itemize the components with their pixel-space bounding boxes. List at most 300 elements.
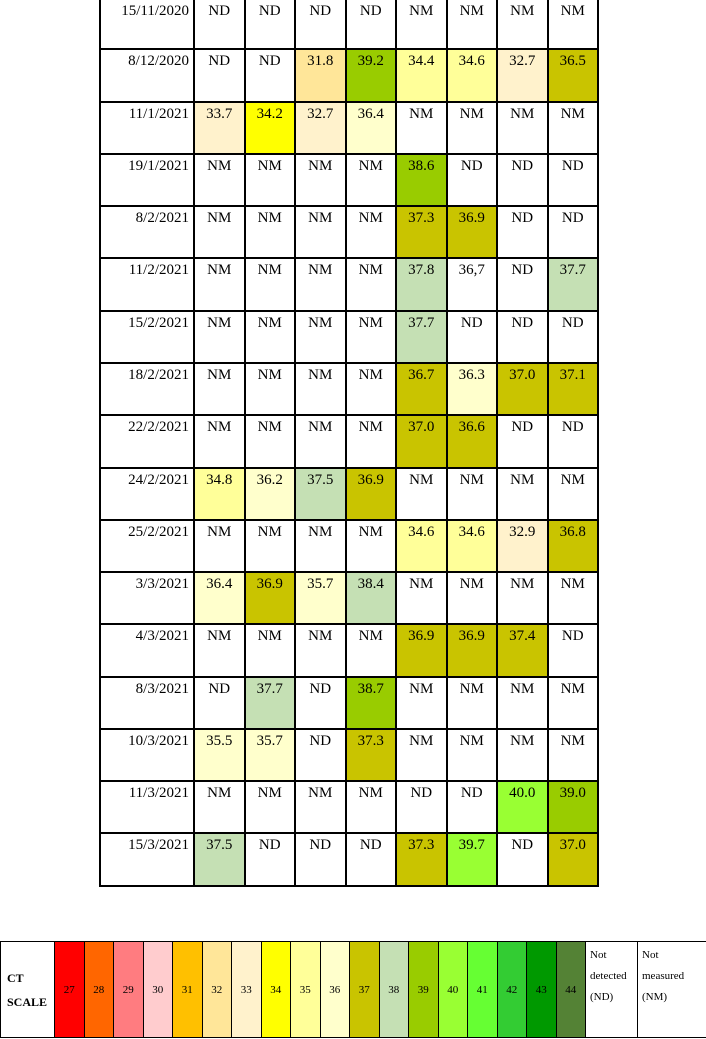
ct-scale-value: 43	[535, 983, 547, 996]
row-date-cell	[100, 833, 194, 886]
ct-value: ND	[561, 210, 584, 227]
legend-not-detected	[586, 942, 638, 1038]
ct-value-cell	[295, 363, 346, 415]
ct-value-cell	[396, 415, 447, 467]
table-row	[100, 729, 598, 781]
ct-value: 39.7	[458, 837, 485, 854]
ct-value-cell	[245, 833, 296, 886]
ct-value: NM	[308, 262, 333, 279]
ct-scale-value: 42	[506, 983, 518, 996]
ct-scale-value: 41	[476, 983, 488, 996]
ct-value-cell	[548, 102, 599, 154]
ct-scale-swatch	[202, 942, 232, 1038]
table-row	[100, 677, 598, 729]
ct-value: 36.9	[408, 628, 435, 645]
ct-value: 34.8	[206, 471, 233, 488]
ct-value: NM	[308, 366, 333, 383]
ct-value-cell	[295, 0, 346, 49]
ct-value-cell	[194, 311, 245, 363]
ct-value: ND	[511, 837, 534, 854]
ct-value-cell	[497, 468, 548, 520]
ct-value: ND	[511, 314, 534, 331]
ct-value-cell	[497, 154, 548, 206]
ct-value: NM	[510, 576, 535, 593]
ct-scale-swatch	[55, 942, 85, 1038]
ct-value: 33.7	[206, 105, 233, 122]
ct-value-cell	[447, 311, 498, 363]
ct-value-cell	[548, 363, 599, 415]
ct-value-cell	[346, 677, 397, 729]
ct-value-cell	[346, 363, 397, 415]
ct-value: NM	[510, 105, 535, 122]
row-date: 11/2/2021	[128, 262, 189, 279]
ct-value-cell	[396, 0, 447, 49]
ct-value: 37.4	[509, 628, 536, 645]
ct-value: 36,7	[458, 262, 485, 279]
ct-value: 37.7	[408, 314, 435, 331]
ct-value: NM	[358, 157, 383, 174]
ct-value: 36.7	[408, 366, 435, 383]
ct-value: 32.7	[509, 53, 536, 70]
ct-value-cell	[447, 729, 498, 781]
ct-value-cell	[447, 49, 498, 101]
row-date: 19/1/2021	[128, 157, 189, 174]
ct-value-cell	[295, 102, 346, 154]
ct-value: 38.7	[357, 680, 384, 697]
ct-scale-swatch	[143, 942, 173, 1038]
ct-scale-value: 38	[388, 983, 400, 996]
ct-scale-value: 28	[93, 983, 105, 996]
ct-value-cell	[346, 520, 397, 572]
ct-value-cell	[548, 49, 599, 101]
ct-value: ND	[359, 3, 382, 19]
ct-value: 36.6	[458, 419, 485, 436]
ct-value-cell	[346, 258, 397, 310]
ct-scale-swatch	[527, 942, 557, 1038]
ct-value-cell	[245, 102, 296, 154]
ct-value-cell	[194, 572, 245, 624]
ct-value-cell	[497, 102, 548, 154]
table-row	[100, 49, 598, 101]
table-row	[100, 0, 598, 49]
ct-scale-value: 35	[299, 983, 311, 996]
ct-value: ND	[258, 53, 281, 70]
ct-value: 39.0	[559, 785, 586, 802]
ct-value: 34.6	[458, 523, 485, 540]
ct-value: ND	[511, 419, 534, 436]
ct-value: NM	[560, 680, 585, 697]
row-date-cell	[100, 206, 194, 258]
ct-value-cell	[346, 0, 397, 49]
ct-value-cell	[548, 624, 599, 676]
ct-value-cell	[295, 206, 346, 258]
ct-value-cell	[447, 677, 498, 729]
ct-value: NM	[510, 3, 535, 19]
ct-value-cell	[548, 729, 599, 781]
ct-scale-label-line1: CT	[7, 970, 24, 985]
ct-value: 36.9	[458, 628, 485, 645]
ct-value-cell	[194, 206, 245, 258]
row-date-cell	[100, 415, 194, 467]
legend-not-measured	[638, 942, 706, 1038]
ct-value-cell	[346, 415, 397, 467]
ct-scale-swatch	[84, 942, 114, 1038]
ct-value-cell	[396, 520, 447, 572]
ct-value-cell	[194, 154, 245, 206]
ct-scale-value: 44	[565, 983, 577, 996]
row-date-cell	[100, 468, 194, 520]
ct-value-cell	[245, 206, 296, 258]
ct-value-cell	[497, 0, 548, 49]
ct-value: NM	[560, 3, 585, 19]
ct-value: ND	[309, 3, 332, 19]
ct-value-cell	[346, 311, 397, 363]
ct-value: NM	[207, 419, 232, 436]
table-row	[100, 154, 598, 206]
ct-value: NM	[207, 262, 232, 279]
ct-value-cell	[396, 781, 447, 833]
table-row	[100, 206, 598, 258]
ct-value-cell	[295, 154, 346, 206]
ct-value-cell	[497, 572, 548, 624]
ct-value: NM	[409, 105, 434, 122]
row-date: 4/3/2021	[135, 628, 189, 645]
ct-value-cell	[245, 0, 296, 49]
ct-value: ND	[309, 837, 332, 854]
ct-value: 37.8	[408, 262, 435, 279]
ct-value: 37.5	[206, 837, 233, 854]
ct-value: 35.5	[206, 732, 233, 749]
ct-value-cell	[447, 415, 498, 467]
ct-value-cell	[346, 572, 397, 624]
row-date-cell	[100, 363, 194, 415]
ct-scale-swatch	[438, 942, 468, 1038]
legend-not-measured-line: (NM)	[642, 991, 668, 1003]
ct-scale-swatch	[497, 942, 527, 1038]
ct-value-cell	[447, 572, 498, 624]
ct-value: NM	[308, 157, 333, 174]
ct-value: 37.7	[559, 262, 586, 279]
ct-scale-value: 27	[63, 983, 75, 996]
ct-value-cell	[346, 206, 397, 258]
ct-value: ND	[410, 785, 433, 802]
ct-scale-swatch	[468, 942, 498, 1038]
ct-value: NM	[257, 366, 282, 383]
ct-value-cell	[447, 154, 498, 206]
ct-value-cell	[346, 729, 397, 781]
row-date-cell	[100, 154, 194, 206]
ct-value: NM	[207, 523, 232, 540]
ct-value: 34.6	[408, 523, 435, 540]
ct-value-cell	[346, 624, 397, 676]
ct-value-cell	[194, 468, 245, 520]
ct-value: NM	[358, 419, 383, 436]
table-row	[100, 624, 598, 676]
ct-value-cell	[295, 468, 346, 520]
ct-results-table	[99, 0, 599, 887]
ct-value-cell	[346, 468, 397, 520]
ct-value: 37.3	[408, 837, 435, 854]
ct-value-cell	[396, 258, 447, 310]
ct-value: NM	[308, 210, 333, 227]
ct-value-cell	[245, 572, 296, 624]
ct-value: ND	[460, 314, 483, 331]
ct-value: 37.7	[256, 680, 283, 697]
ct-value-cell	[548, 833, 599, 886]
ct-value: 32.7	[307, 105, 334, 122]
ct-value: NM	[207, 157, 232, 174]
ct-value: 35.7	[307, 576, 334, 593]
ct-value: 36.4	[206, 576, 233, 593]
ct-value: NM	[459, 105, 484, 122]
ct-value-cell	[396, 729, 447, 781]
ct-value-cell	[295, 729, 346, 781]
ct-value: ND	[359, 837, 382, 854]
ct-scale-value: 32	[211, 983, 223, 996]
ct-value-cell	[295, 572, 346, 624]
ct-value: ND	[258, 3, 281, 19]
ct-value: 36.8	[559, 523, 586, 540]
ct-value-cell	[245, 415, 296, 467]
ct-value-cell	[194, 833, 245, 886]
ct-value: 35.7	[256, 732, 283, 749]
ct-value-cell	[396, 833, 447, 886]
ct-value: ND	[511, 157, 534, 174]
ct-value-cell	[194, 363, 245, 415]
ct-scale-swatch	[232, 942, 262, 1038]
ct-scale-swatch	[350, 942, 380, 1038]
ct-value-cell	[548, 154, 599, 206]
ct-value-cell	[396, 154, 447, 206]
ct-value: NM	[358, 366, 383, 383]
ct-value: NM	[560, 105, 585, 122]
row-date: 11/1/2021	[128, 105, 189, 122]
row-date-cell	[100, 624, 194, 676]
ct-value-cell	[396, 677, 447, 729]
ct-value: NM	[207, 785, 232, 802]
ct-value-cell	[245, 468, 296, 520]
ct-value-cell	[346, 833, 397, 886]
ct-value: NM	[308, 785, 333, 802]
ct-value: NM	[257, 419, 282, 436]
row-date: 11/3/2021	[128, 785, 189, 802]
row-date-cell	[100, 258, 194, 310]
ct-value-cell	[346, 102, 397, 154]
ct-value: 37.1	[559, 366, 586, 383]
ct-value: ND	[511, 262, 534, 279]
ct-value-cell	[548, 677, 599, 729]
ct-value: 37.0	[509, 366, 536, 383]
ct-scale-value: 39	[417, 983, 429, 996]
row-date-cell	[100, 49, 194, 101]
ct-value: 36.3	[458, 366, 485, 383]
ct-value: 31.8	[307, 53, 334, 70]
ct-scale-value: 37	[358, 983, 370, 996]
row-date: 8/2/2021	[135, 210, 189, 227]
table-row	[100, 363, 598, 415]
ct-scale-value: 29	[122, 983, 134, 996]
ct-value: 36.9	[458, 210, 485, 227]
table-row	[100, 311, 598, 363]
ct-value-cell	[194, 520, 245, 572]
row-date: 10/3/2021	[128, 732, 189, 749]
ct-value: ND	[208, 680, 231, 697]
row-date-cell	[100, 0, 194, 49]
ct-value-cell	[194, 781, 245, 833]
ct-value-cell	[497, 49, 548, 101]
ct-value: 37.3	[357, 732, 384, 749]
ct-value-cell	[245, 363, 296, 415]
ct-value: 34.6	[458, 53, 485, 70]
ct-value-cell	[497, 206, 548, 258]
ct-value: ND	[561, 628, 584, 645]
ct-value-cell	[447, 363, 498, 415]
ct-value-cell	[548, 258, 599, 310]
ct-scale-swatch	[291, 942, 321, 1038]
row-date-cell	[100, 311, 194, 363]
ct-value: ND	[208, 53, 231, 70]
ct-value-cell	[396, 206, 447, 258]
ct-value: ND	[511, 210, 534, 227]
ct-value-cell	[497, 415, 548, 467]
table-row	[100, 468, 598, 520]
ct-scale-legend	[0, 941, 706, 1038]
ct-value: NM	[510, 732, 535, 749]
ct-value: NM	[459, 680, 484, 697]
ct-value: 37.0	[559, 837, 586, 854]
ct-value: NM	[308, 419, 333, 436]
ct-value-cell	[396, 468, 447, 520]
ct-value: 38.4	[357, 576, 384, 593]
ct-value: ND	[561, 157, 584, 174]
ct-value-cell	[548, 0, 599, 49]
row-date: 24/2/2021	[128, 471, 189, 488]
ct-value-cell	[346, 154, 397, 206]
row-date: 15/3/2021	[128, 837, 189, 854]
ct-value-cell	[447, 781, 498, 833]
ct-value-cell	[447, 624, 498, 676]
ct-value-cell	[548, 468, 599, 520]
ct-value-cell	[497, 363, 548, 415]
ct-value: NM	[358, 523, 383, 540]
ct-value-cell	[194, 677, 245, 729]
ct-value: NM	[308, 523, 333, 540]
ct-value: 39.2	[357, 53, 384, 70]
ct-value: NM	[510, 471, 535, 488]
ct-scale-swatch	[556, 942, 586, 1038]
ct-scale-row	[1, 942, 706, 1038]
ct-value-cell	[295, 311, 346, 363]
ct-value-cell	[245, 729, 296, 781]
ct-value: NM	[358, 262, 383, 279]
ct-value: NM	[358, 785, 383, 802]
ct-value: NM	[257, 628, 282, 645]
table-row	[100, 833, 598, 886]
ct-scale-swatch	[379, 942, 409, 1038]
ct-value-cell	[295, 258, 346, 310]
table-row	[100, 415, 598, 467]
ct-value: ND	[208, 3, 231, 19]
ct-value-cell	[497, 729, 548, 781]
ct-value: NM	[560, 576, 585, 593]
ct-value: NM	[257, 157, 282, 174]
row-date: 15/2/2021	[128, 314, 189, 331]
ct-scale-swatch	[261, 942, 291, 1038]
ct-value: NM	[257, 210, 282, 227]
ct-value-cell	[245, 781, 296, 833]
ct-value: NM	[409, 3, 434, 19]
ct-value-cell	[548, 520, 599, 572]
ct-value: NM	[459, 732, 484, 749]
legend-not-detected-line: detected	[590, 970, 627, 982]
ct-value-cell	[447, 206, 498, 258]
legend-not-detected-line: Not	[590, 949, 607, 961]
ct-value-cell	[245, 258, 296, 310]
ct-value-cell	[295, 415, 346, 467]
ct-value: NM	[257, 262, 282, 279]
ct-value-cell	[396, 311, 447, 363]
ct-value-cell	[346, 49, 397, 101]
ct-value-cell	[346, 781, 397, 833]
ct-value-cell	[194, 415, 245, 467]
ct-value-cell	[447, 468, 498, 520]
ct-value: 34.2	[256, 105, 283, 122]
ct-value-cell	[396, 102, 447, 154]
row-date: 8/12/2020	[128, 53, 189, 70]
ct-scale-swatch	[320, 942, 350, 1038]
ct-value-cell	[396, 624, 447, 676]
row-date: 18/2/2021	[128, 366, 189, 383]
table-row	[100, 258, 598, 310]
ct-value-cell	[548, 572, 599, 624]
table-row	[100, 102, 598, 154]
ct-scale-value: 31	[181, 983, 193, 996]
row-date-cell	[100, 677, 194, 729]
ct-value: NM	[560, 732, 585, 749]
row-date-cell	[100, 729, 194, 781]
row-date-cell	[100, 520, 194, 572]
ct-value-cell	[245, 624, 296, 676]
ct-value-cell	[396, 363, 447, 415]
ct-value-cell	[548, 311, 599, 363]
ct-value: 37.5	[307, 471, 334, 488]
ct-value-cell	[447, 0, 498, 49]
ct-value-cell	[447, 520, 498, 572]
row-date: 15/11/2020	[121, 3, 189, 19]
ct-value: ND	[561, 314, 584, 331]
ct-value-cell	[245, 154, 296, 206]
ct-scale-value: 30	[152, 983, 164, 996]
ct-value-cell	[447, 833, 498, 886]
ct-value: 36.4	[357, 105, 384, 122]
ct-value: 36.9	[357, 471, 384, 488]
ct-value: 36.5	[559, 53, 586, 70]
ct-value: NM	[358, 210, 383, 227]
ct-value-cell	[194, 729, 245, 781]
ct-value-cell	[497, 311, 548, 363]
ct-value-cell	[295, 677, 346, 729]
ct-value-cell	[245, 677, 296, 729]
ct-value-cell	[548, 206, 599, 258]
ct-scale-value: 33	[240, 983, 252, 996]
ct-value-cell	[497, 833, 548, 886]
ct-value-cell	[295, 833, 346, 886]
ct-value: NM	[207, 628, 232, 645]
ct-value-cell	[295, 781, 346, 833]
ct-value: 34.4	[408, 53, 435, 70]
row-date: 25/2/2021	[128, 523, 189, 540]
ct-value-cell	[245, 49, 296, 101]
